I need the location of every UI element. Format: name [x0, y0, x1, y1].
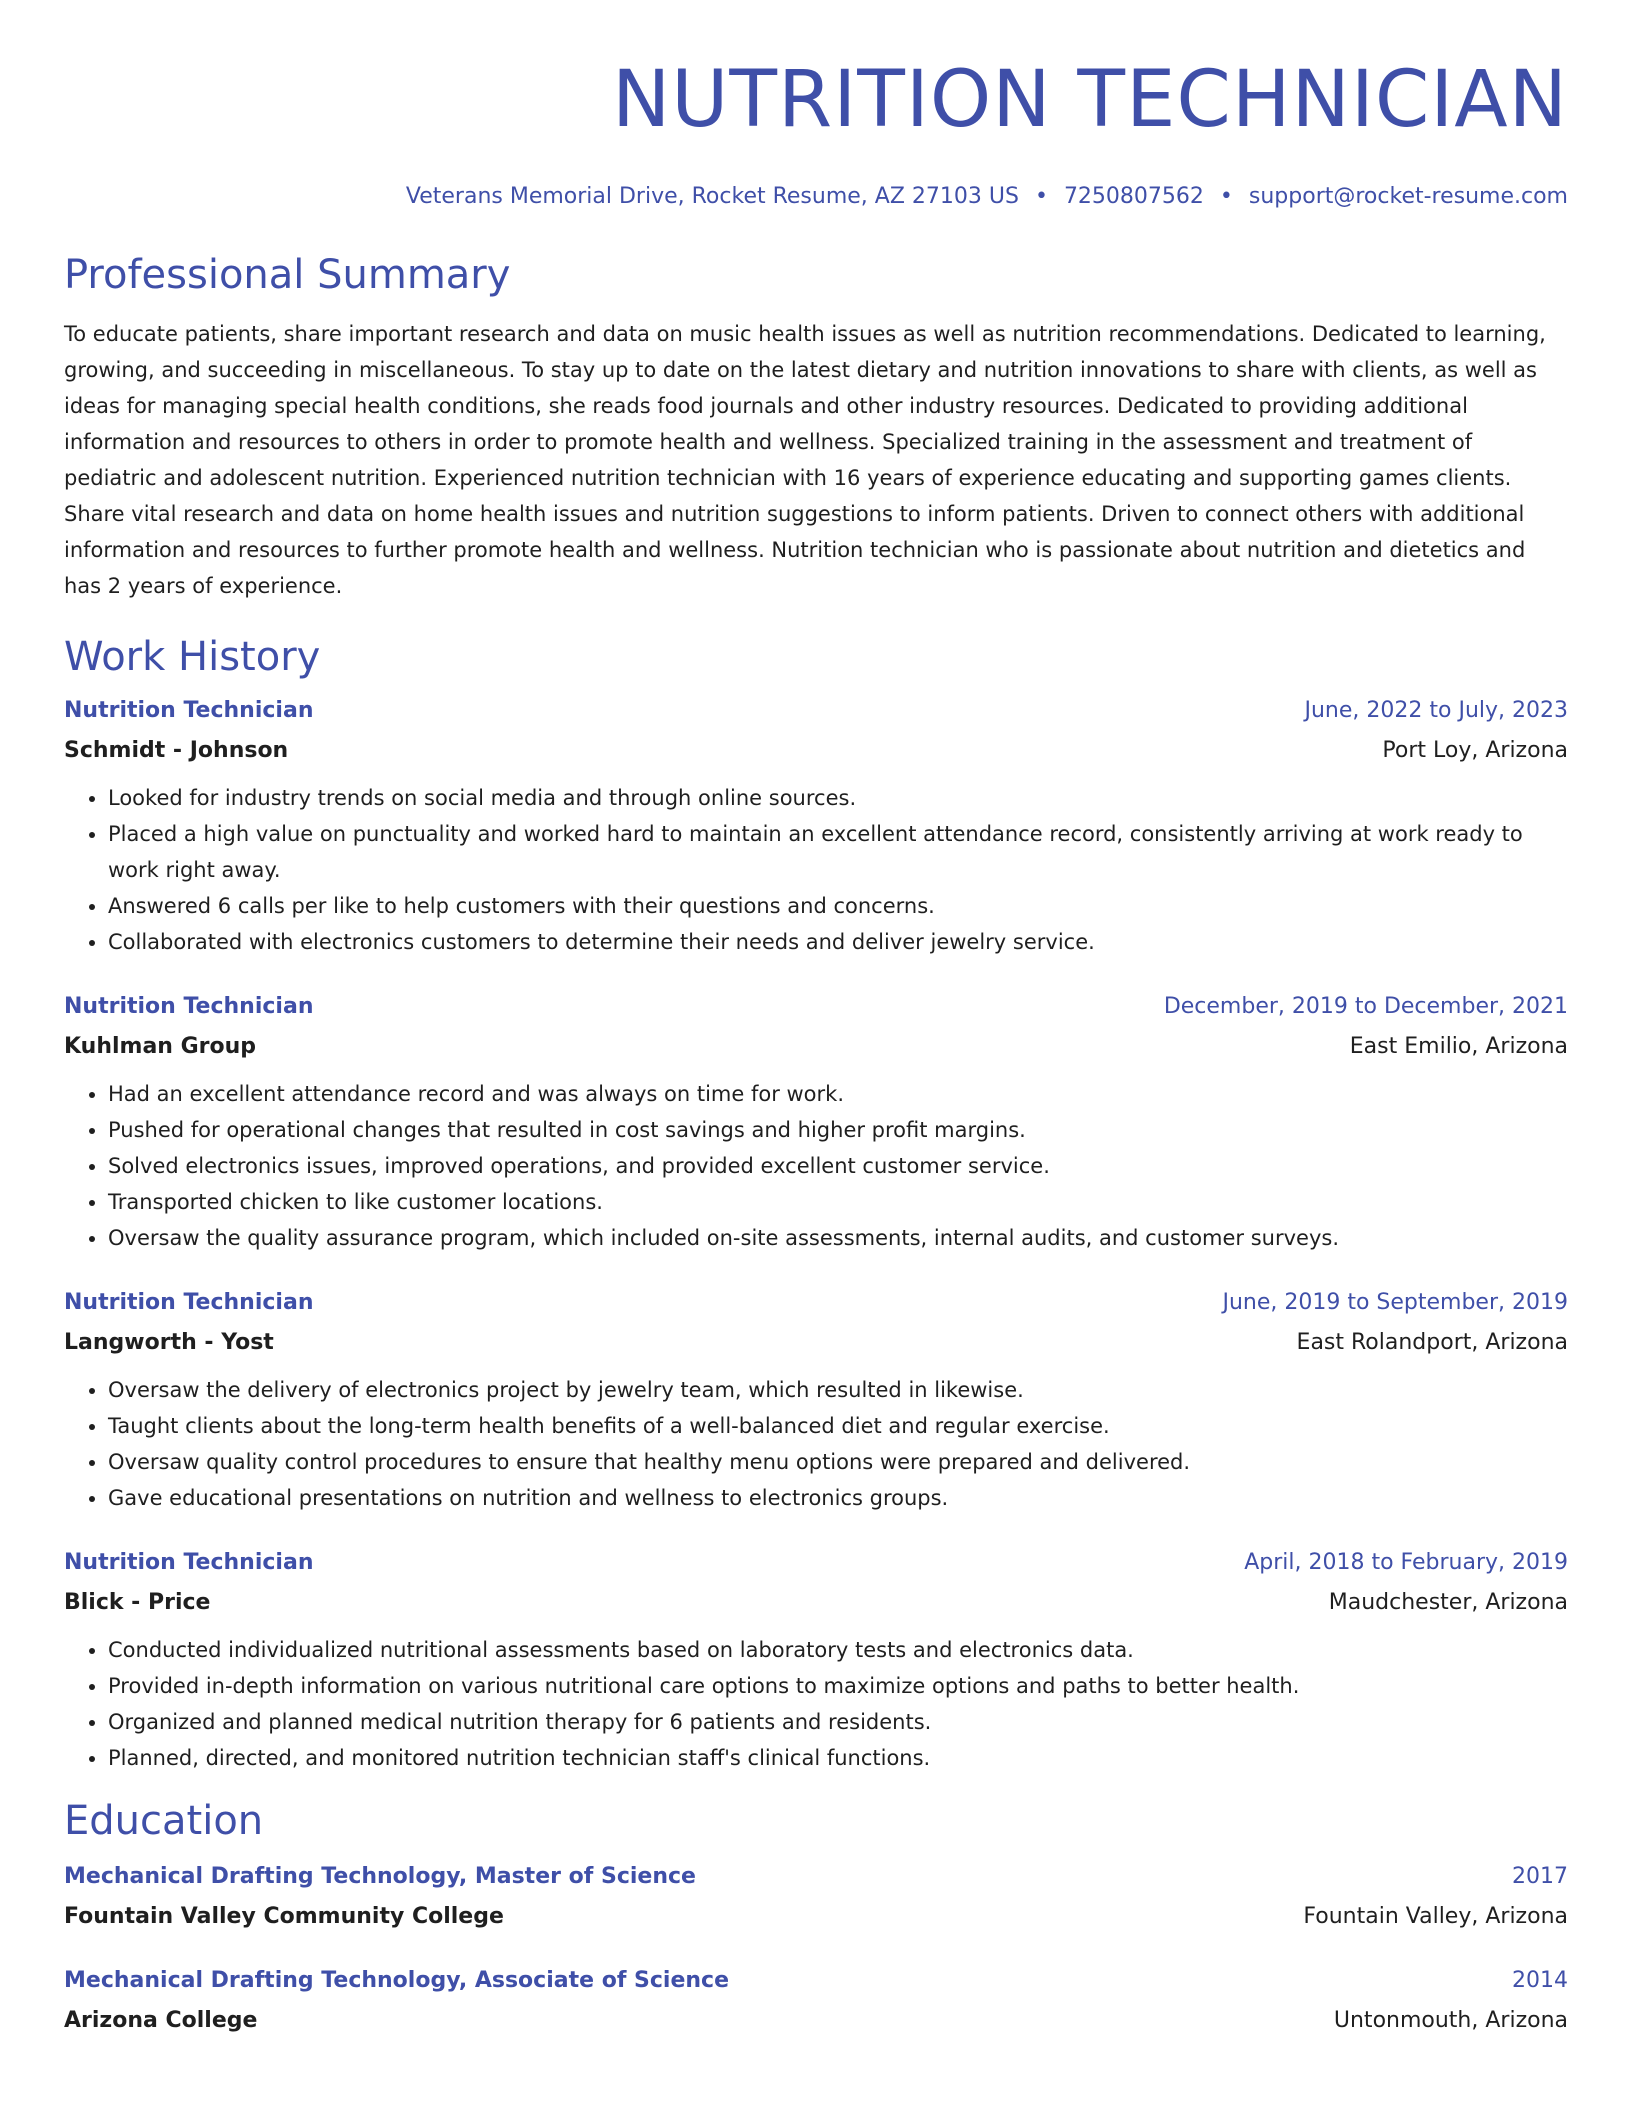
- education-year: 2017: [1512, 1864, 1568, 1889]
- job-company: Schmidt - Johnson: [64, 738, 289, 763]
- education-school-row: [64, 1996, 1568, 2036]
- job-entry: [64, 1288, 1568, 1516]
- job-bullet: • Answered 6 calls per like to help customers with their questions and concerns.: [108, 888, 1568, 924]
- job-bullet: • Provided in-depth information on various nutritional care options to maximize options and paths to better health.: [108, 1668, 1568, 1704]
- job-company: Blick - Price: [64, 1590, 211, 1615]
- job-bullet: • Oversaw the quality assurance program, which included on-site assessments, internal audits, and customer surveys.: [108, 1220, 1568, 1256]
- education-location: Fountain Valley, Arizona: [1303, 1904, 1568, 1929]
- education-year: 2014: [1512, 1968, 1568, 1993]
- job-entry: [64, 696, 1568, 960]
- job-bullet: • Looked for industry trends on social media and through online sources.: [108, 780, 1568, 816]
- job-entry: [64, 1548, 1568, 1776]
- job-bullet: • Conducted individualized nutritional assessments based on laboratory tests and electronics data.: [108, 1632, 1568, 1668]
- section-title-education: Education: [64, 1798, 264, 1844]
- job-location: Port Loy, Arizona: [1382, 738, 1568, 763]
- job-dates: December, 2019 to December, 2021: [1163, 994, 1568, 1019]
- job-title: Nutrition Technician: [64, 994, 314, 1019]
- job-location: Maudchester, Arizona: [1328, 1590, 1568, 1615]
- job-bullets: [64, 1076, 1568, 1256]
- job-entry: [64, 992, 1568, 1256]
- job-bullet: • Oversaw the delivery of electronics project by jewelry team, which resulted in likewise.: [108, 1372, 1568, 1408]
- job-bullet: • Transported chicken to like customer locations.: [108, 1184, 1568, 1220]
- job-dates: April, 2018 to February, 2019: [1244, 1550, 1568, 1575]
- resume-name-title: NUTRITION TECHNICIAN: [611, 55, 1568, 145]
- education-entry: [64, 1966, 1568, 2036]
- job-header-row: [64, 1548, 1568, 1578]
- education-header-row: [64, 1862, 1568, 1892]
- summary-text: To educate patients, share important research and data on music health issues as well as nutrition recommendations. Dedicated to learning, growing, and succeeding in miscellaneous. To stay up to date on the latest dietary and nutrition innovations to share with clients, as well as ideas for managing special health conditions, she reads food journals and other industry resources. Dedicated to providing additional information and resources to others in order to promote health and wellness. Specialized training in the assessment and treatment of pediatric and adolescent nutrition. Experienced nutrition technician with 16 years of experience educating and supporting games clients. Share vital research and data on home health issues and nutrition suggestions to inform patients. Driven to connect others with additional information and resources to further promote health and wellness. Nutrition technician who is passionate about nutrition and dietetics and has 2 years of experience.: [64, 322, 1546, 598]
- job-bullet: • Oversaw quality control procedures to ensure that healthy menu options were prepared and delivered.: [108, 1444, 1568, 1480]
- job-bullet: • Had an excellent attendance record and was always on time for work.: [108, 1076, 1568, 1112]
- job-company-row: [64, 1022, 1568, 1062]
- job-company-row: [64, 1318, 1568, 1358]
- job-bullet: • Collaborated with electronics customers to determine their needs and deliver jewelry service.: [108, 924, 1568, 960]
- job-bullets: [64, 1372, 1568, 1516]
- education-school-row: [64, 1892, 1568, 1932]
- contact-address: Veterans Memorial Drive, Rocket Resume, AZ 27103 US: [405, 184, 1019, 209]
- job-bullet: • Placed a high value on punctuality and worked hard to maintain an excellent attendance record, consistently arriving at work ready to work right away.: [108, 816, 1568, 888]
- education-header-row: [64, 1966, 1568, 1996]
- job-header-row: [64, 1288, 1568, 1318]
- education-location: Untonmouth, Arizona: [1333, 2008, 1568, 2033]
- job-bullet: • Gave educational presentations on nutrition and wellness to electronics groups.: [108, 1480, 1568, 1516]
- job-header-row: [64, 992, 1568, 1022]
- job-company: Langworth - Yost: [64, 1330, 274, 1355]
- job-company-row: [64, 1578, 1568, 1618]
- education-degree: Mechanical Drafting Technology, Master of Science: [64, 1864, 696, 1889]
- contact-line: [64, 182, 1568, 212]
- education-degree: Mechanical Drafting Technology, Associate of Science: [64, 1968, 730, 1993]
- contact-phone: 7250807562: [1063, 184, 1204, 209]
- contact-separator: •: [1034, 184, 1048, 209]
- job-title: Nutrition Technician: [64, 698, 314, 723]
- job-bullet: • Pushed for operational changes that resulted in cost savings and higher profit margins.: [108, 1112, 1568, 1148]
- section-title-work-history: Work History: [64, 634, 321, 680]
- job-bullet: • Taught clients about the long-term health benefits of a well-balanced diet and regular exercise.: [108, 1408, 1568, 1444]
- education-school: Arizona College: [64, 2008, 258, 2033]
- job-dates: June, 2022 to July, 2023: [1304, 698, 1568, 723]
- job-title: Nutrition Technician: [64, 1290, 314, 1315]
- job-bullets: [64, 1632, 1568, 1776]
- education-school: Fountain Valley Community College: [64, 1904, 504, 1929]
- job-location: East Rolandport, Arizona: [1296, 1330, 1568, 1355]
- job-bullet: • Solved electronics issues, improved operations, and provided excellent customer service.: [108, 1148, 1568, 1184]
- job-header-row: [64, 696, 1568, 726]
- job-location: East Emilio, Arizona: [1349, 1034, 1568, 1059]
- job-title: Nutrition Technician: [64, 1550, 314, 1575]
- job-company-row: [64, 726, 1568, 766]
- job-company: Kuhlman Group: [64, 1034, 257, 1059]
- section-title-summary: Professional Summary: [64, 252, 511, 298]
- job-dates: June, 2019 to September, 2019: [1222, 1290, 1568, 1315]
- contact-email: support@rocket-resume.com: [1248, 184, 1568, 209]
- contact-separator: •: [1219, 184, 1233, 209]
- job-bullet: • Planned, directed, and monitored nutrition technician staff's clinical functions.: [108, 1740, 1568, 1776]
- education-entry: [64, 1862, 1568, 1932]
- job-bullets: [64, 780, 1568, 960]
- job-bullet: • Organized and planned medical nutrition therapy for 6 patients and residents.: [108, 1704, 1568, 1740]
